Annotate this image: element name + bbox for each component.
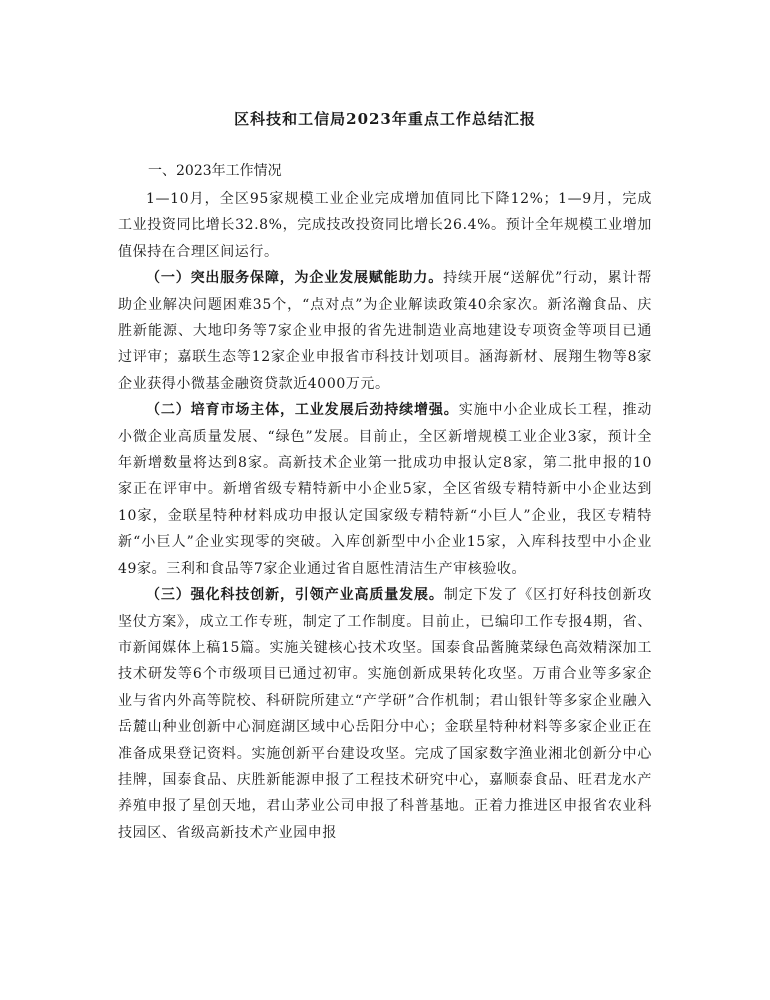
item-body-3: 制定下发了《区打好科技创新攻坚仗方案》，成立工作专班，制定了工作制度。目前止，已编印工作专报4期，省、市新闻媒体上稿15篇。实施关键核心技术攻坚。国泰食品酱腌菜绿色高效精深加工技术研发等6个市级项目已通过初审。实施创新成果转化攻坚。万甫合业等多家企业与省内外高等院校、科研院所建立“产学研”合作机制；君山银针等多家企业融入岳麓山种业创新中心洞庭湖区域中心岳阳分中心；金联星特种材料等多家企业正在准备成果登记资料。实施创新平台建设攻坚。完成了国家数字渔业湘北创新分中心挂牌，国泰食品、庆胜新能源申报了工程技术研究中心，嘉顺泰食品、旺君龙水产养殖申报了星创天地，君山茅业公司申报了科普基地。正着力推进区申报省农业科技园区、省级高新技术产业园申报: [118, 587, 653, 841]
item-body-2: 实施中小企业成长工程，推动小微企业高质量发展、“绿色”发展。目前止，全区新增规模工业企业3家，预计全年新增数量将达到8家。高新技术企业第一批成功申报认定8家，第二批申报的10家正在评审中。新增省级专精特新中小企业5家，全区省级专精特新中小企业达到10家，金联星特种材料成功申报认定国家级专精特新“小巨人”企业，我区专精特新“小巨人”企业实现零的突破。入库创新型中小企业15家，入库科技型中小企业49家。三利和食品等7家企业通过省自愿性清洁生产审核验收。: [118, 402, 652, 577]
section-heading: 一、2023年工作情况: [148, 163, 282, 179]
document-body: [118, 158, 652, 846]
item-paragraph-2: [118, 397, 652, 582]
item-lead-2: （二）培育市场主体，工业发展后劲持续增强。: [146, 402, 459, 419]
intro-paragraph: 1—10月，全区95家规模工业企业完成增加值同比下降12%；1—9月，完成工业投资同比增长32.8%，完成技改投资同比增长26.4%。预计全年规模工业增加值保持在合理区间运行。: [118, 191, 652, 260]
document-title: 区科技和工信局2023年重点工作总结汇报: [234, 110, 536, 128]
item-paragraph-1: [118, 265, 652, 397]
item-lead-1: （一）突出服务保障，为企业发展赋能助力。: [146, 270, 444, 287]
item-body-1: 持续开展“送解优”行动，累计帮助企业解决问题困难35个，“点对点”为企业解读政策40余家次。新洺瀚食品、庆胜新能源、大地印务等7家企业申报的省先进制造业高地建设专项资金等项目已通过评审；嘉联生态等12家企业申报省市科技计划项目。涵海新材、展翔生物等8家企业获得小微基金融资贷款近4000万元。: [118, 270, 652, 392]
item-lead-3: （三）强化科技创新，引领产业高质量发展。: [146, 587, 444, 604]
item-paragraph-3: [118, 582, 652, 846]
